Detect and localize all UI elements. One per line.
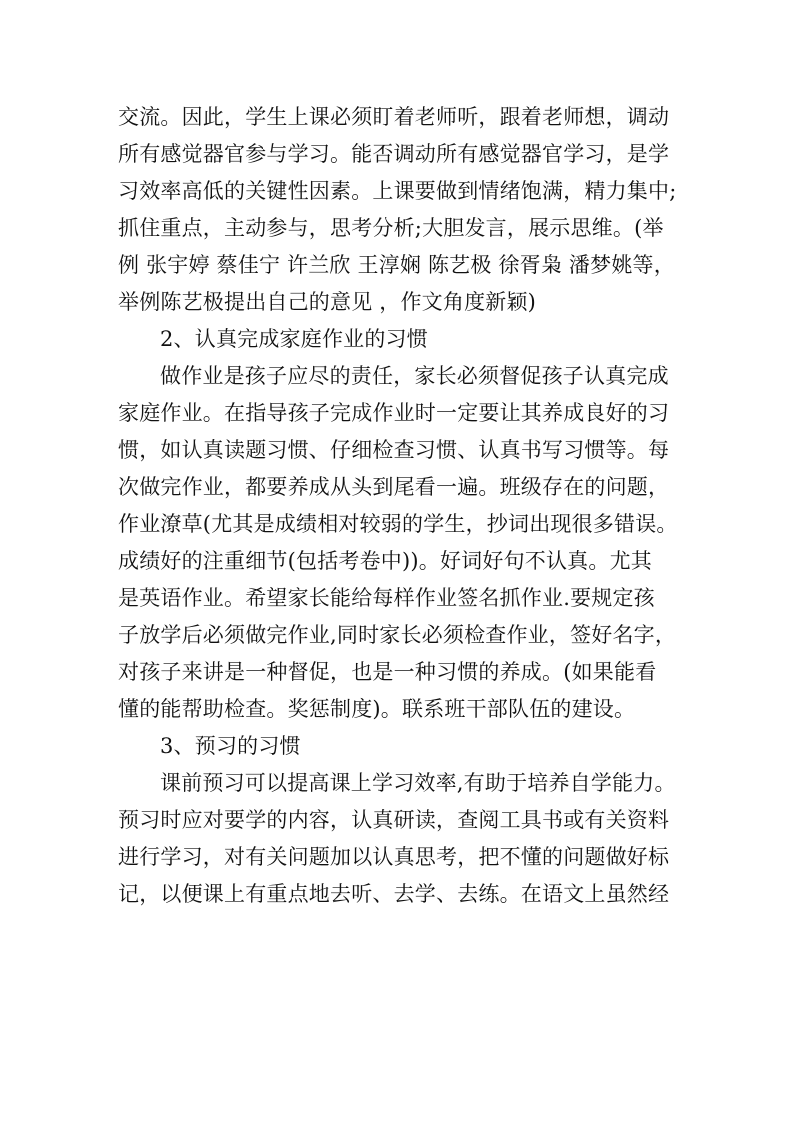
text-line: 交流。因此，学生上课必须盯着老师听，跟着老师想，调动	[118, 105, 670, 129]
text-line: 家庭作业。在指导孩子完成作业时一定要让其养成良好的习	[118, 401, 670, 425]
text-line: 惯，如认真读题习惯、仔细检查习惯、认真书写习惯等。每	[118, 438, 670, 462]
section-heading: 2、认真完成家庭作业的习惯	[160, 327, 428, 351]
text-line: 所有感觉器官参与学习。能否调动所有感觉器官学习，是学	[118, 142, 670, 166]
text-line: 懂的能帮助检查。奖惩制度)。联系班干部队伍的建设。	[118, 697, 636, 721]
text-line: 子放学后必须做完作业,同时家长必须检查作业，签好名字，	[118, 623, 677, 647]
section-heading: 3、预习的习惯	[160, 734, 301, 758]
text-line: 例 张宇婷 蔡佳宁 许兰欣 王淳娴 陈艺极 徐胥枭 潘梦姚等，	[118, 253, 675, 277]
text-line: 抓住重点，主动参与，思考分析;大胆发言，展示思维。(举	[118, 216, 664, 240]
text-line: 课前预习可以提高课上学习效率,有助于培养自学能力。	[160, 771, 676, 795]
text-line: 举例陈艺极提出自己的意见 ，作文角度新颖)	[118, 290, 537, 314]
text-line: 预习时应对要学的内容，认真研读，查阅工具书或有关资料	[118, 808, 670, 832]
text-line: 是英语作业。希望家长能给每样作业签名抓作业.要规定孩	[118, 586, 655, 610]
text-line: 作业潦草(尤其是成绩相对较弱的学生，抄词出现很多错误。	[118, 512, 678, 536]
text-line: 成绩好的注重细节(包括考卷中))。好词好句不认真。尤其	[118, 549, 652, 573]
text-line: 习效率高低的关键性因素。上课要做到情绪饱满，精力集中;	[118, 179, 677, 203]
text-line: 做作业是孩子应尽的责任，家长必须督促孩子认真完成	[160, 364, 669, 388]
text-line: 进行学习，对有关问题加以认真思考，把不懂的问题做好标	[118, 845, 670, 869]
text-line: 记，以便课上有重点地去听、去学、去练。在语文上虽然经	[118, 882, 670, 906]
text-line: 次做完作业，都要养成从头到尾看一遍。班级存在的问题，	[118, 475, 670, 499]
text-line: 对孩子来讲是一种督促，也是一种习惯的养成。(如果能看	[118, 660, 657, 684]
